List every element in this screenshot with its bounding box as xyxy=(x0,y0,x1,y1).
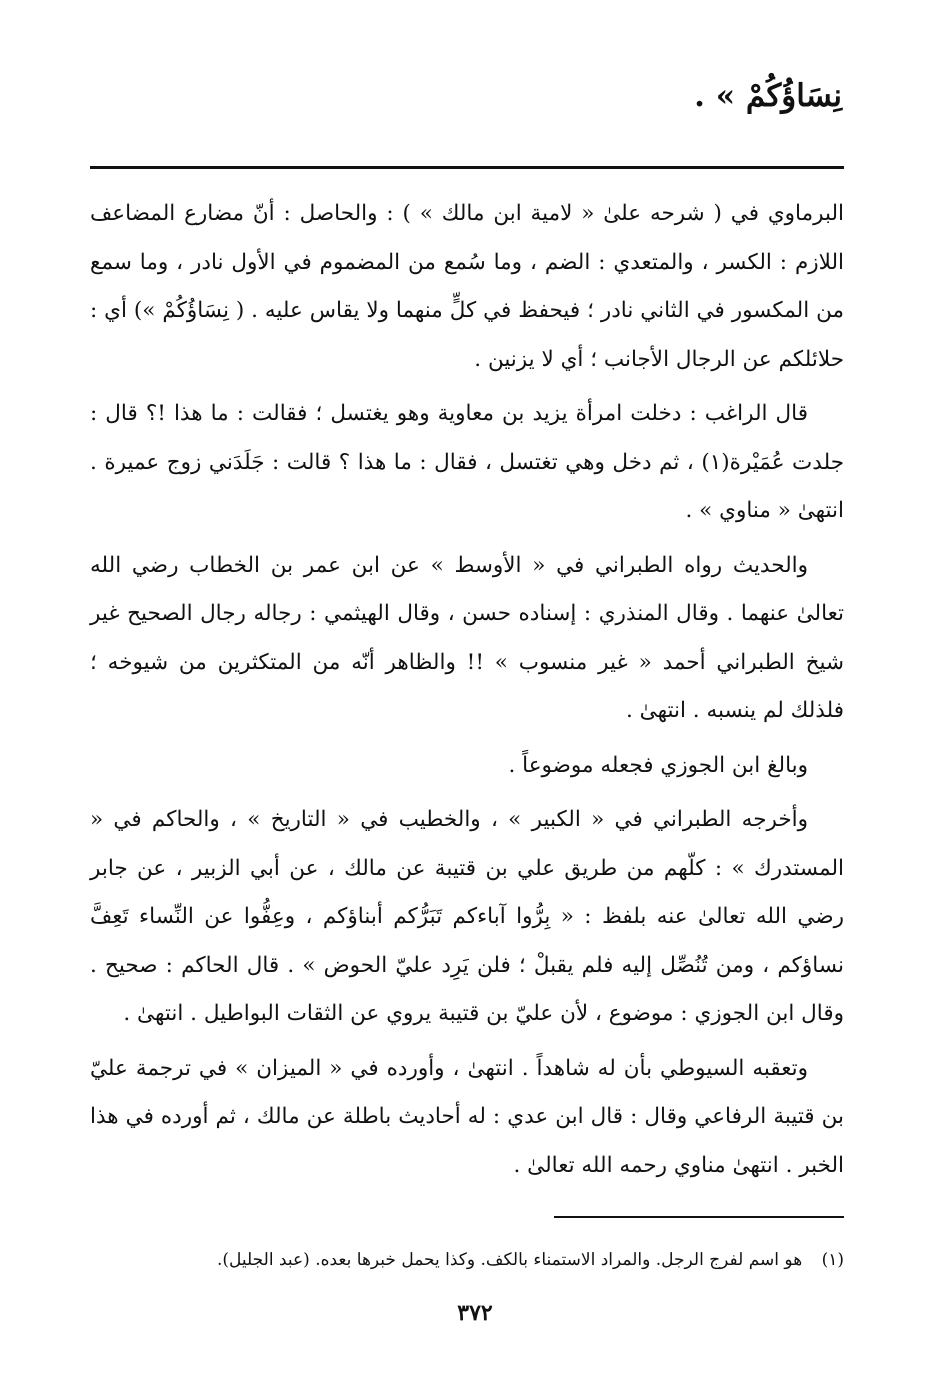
footnote-text: هو اسم لفرج الرجل. والمراد الاستمناء بالكف. وكذا يحمل خبرها بعده. (عبد الجليل). xyxy=(217,1250,803,1270)
header-rule xyxy=(90,166,844,169)
paragraph: وبالغ ابن الجوزي فجعله موضوعاً . xyxy=(508,752,808,778)
paragraph: وتعقبه السيوطي بأن له شاهداً . انتهىٰ ، وأورده في « الميزان » في ترجمة عليّ بن قتيبة الرفاعي وقال : قال ابن عدي : له أحاديث باطلة عن مالك ، ثم أورده في هذا الخبر . انتهىٰ مناوي رحمه الله تعالىٰ . xyxy=(90,1055,844,1178)
main-text xyxy=(90,190,844,1196)
paragraph: قال الراغب : دخلت امرأة يزيد بن معاوية وهو يغتسل ؛ فقالت : ما هذا !؟ قال : جلدت عُمَيْرة(١) ، ثم دخل وهي تغتسل ، فقال : ما هذا ؟ قالت : جَلَدَني زوج عميرة . انتهىٰ « مناوي » . xyxy=(90,401,844,523)
footnote-number: (١) xyxy=(821,1250,844,1270)
continued-text-line: نِسَاؤُكُمْ » . xyxy=(694,78,842,114)
footnote-rule xyxy=(554,1216,844,1218)
page-number: ٣٧٢ xyxy=(457,1300,493,1326)
paragraph: البرماوي في ( شرحه علىٰ « لامية ابن مالك » ) : والحاصل : أنّ مضارع المضاعف اللازم : الكسر ، والمتعدي : الضم ، وما سُمع من المضموم في الأول نادر ، وما سمع من المكسور في الثاني نادر ؛ فيحفظ في كلٍّ منهما ولا يقاس عليه . ( نِسَاؤُكُمْ ») أي : حلائلكم عن الرجال الأجانب ؛ أي لا يزنين . xyxy=(90,201,844,372)
footnote xyxy=(90,1246,844,1274)
paragraph: وأخرجه الطبراني في « الكبير » ، والخطيب في « التاريخ » ، والحاكم في « المستدرك » : كلّهم من طريق علي بن قتيبة عن مالك ، عن أبي الزبير ، عن جابر رضي الله تعالىٰ عنه بلفظ : « بِرُّوا آباءكم تَبَرُّكم أبناؤكم ، وعِفُّوا عن النِّساء تَعِفَّ نساؤكم ، ومن تُنُصِّل إليه فلم يقبلْ ؛ فلن يَرِد عليّ الحوض » . قال الحاكم : صحيح . وقال ابن الجوزي : موضوع ، لأن عليّ بن قتيبة يروي عن الثقات البواطيل . انتهىٰ . xyxy=(90,807,844,1026)
paragraph: والحديث رواه الطبراني في « الأوسط » عن ابن عمر بن الخطاب رضي الله تعالىٰ عنهما . وقال المنذري : إسناده حسن ، وقال الهيثمي : رجاله رجال الصحيح غير شيخ الطبراني أحمد « غير منسوب » !! والظاهر أنّه من المتكثرين من شيوخه ؛ فلذلك لم ينسبه . انتهىٰ . xyxy=(90,552,844,723)
